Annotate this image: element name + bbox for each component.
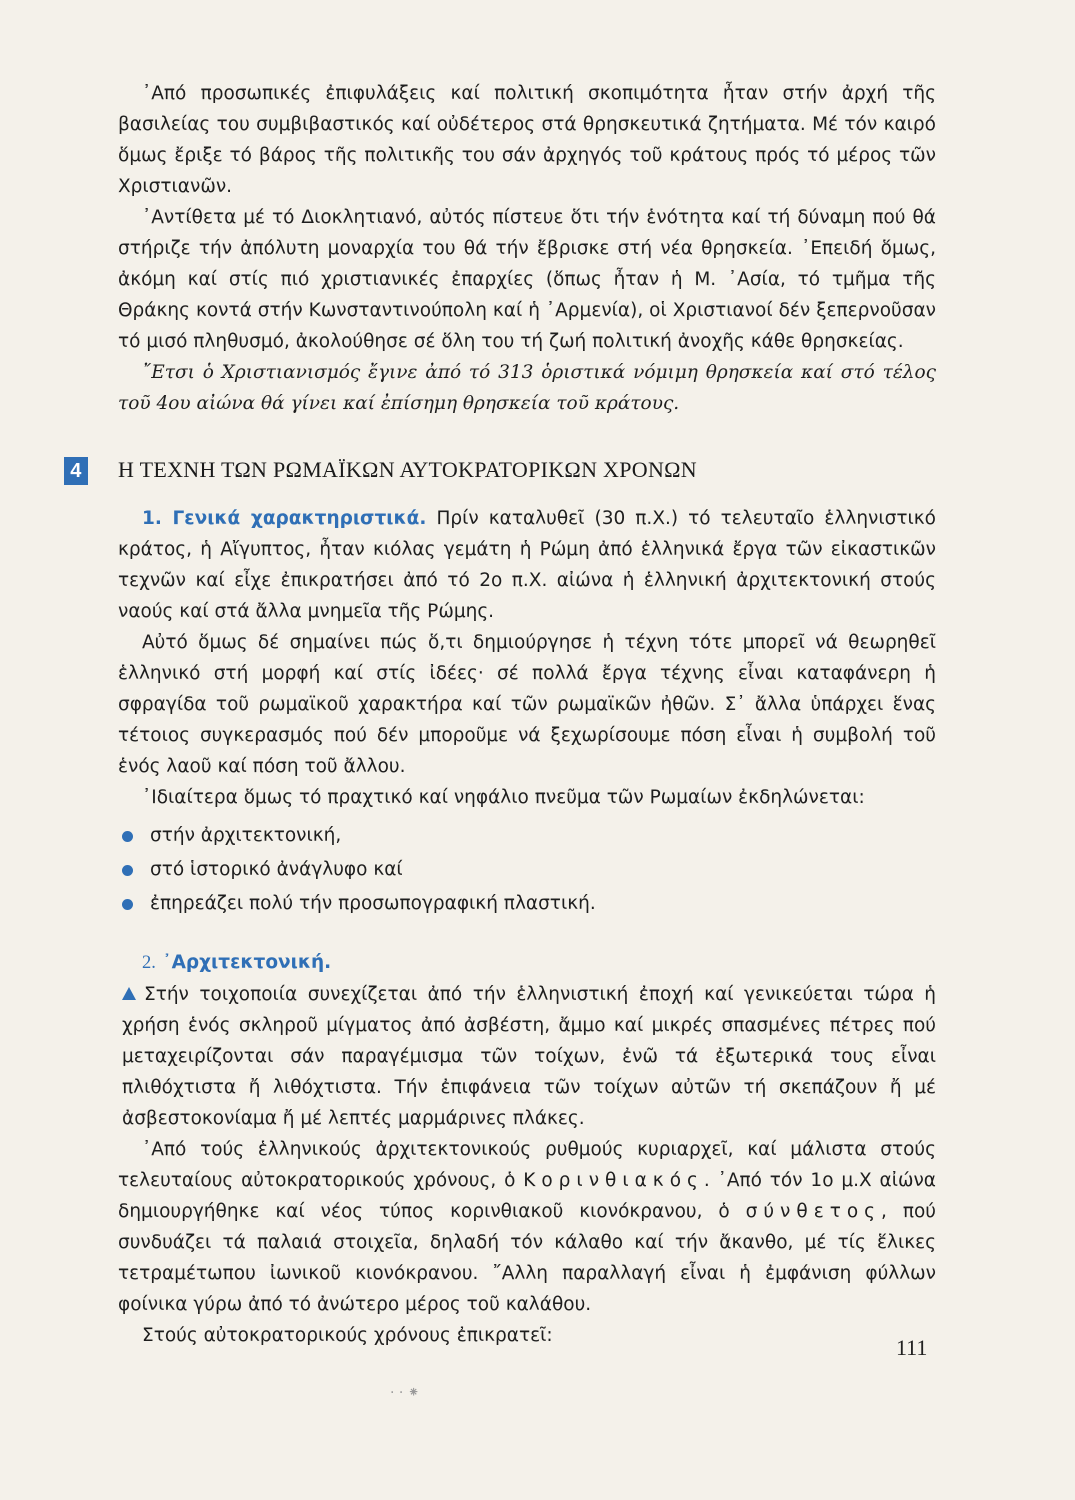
paragraph: ᾿Από προσωπικές ἐπιφυλάξεις καί πολιτική σκοπιμότητα ἦταν στήν ἀρχή τῆς βασιλείας του συμβιβαστικός καί οὐδέτερος στά θρησκευτικά ζητήματα. Μέ τόν καιρό ὅμως ἔριξε τό βάρος τῆς πολιτικῆς του σάν ἀρχηγός τοῦ κράτους πρός τό μέρος τῶν Χριστιανῶν. [118,83,936,197]
paragraph-text: Πρίν καταλυθεῖ (30 π.Χ.) τό τελευταῖο ἑλληνιστικό κράτος, ἡ Αἴγυπτος, ἦταν κιόλας γεμάτη ἡ Ρώμη ἀπό ἑλληνικά ἔργα τῶν εἰκαστικῶν τεχνῶν καί εἶχε ἐπικρατήσει ἀπό τό 2ο π.Χ. αἰώνα ἡ ἑλληνική ἀρχιτεκτονική στούς ναούς καί στά ἄλλα μνημεῖα τῆς Ρώμης. [118,508,936,622]
list-item: ἐπηρεάζει πολύ τήν προσωπογραφική πλαστική. [118,887,936,921]
section-number-badge: 4 [64,457,88,485]
emphasis-term: Κορινθιακός [523,1170,704,1191]
subsection-heading: 1. Γενικά χαρακτηριστικά. [142,508,427,529]
subsection-title: ᾿Αρχιτεκτονική. [155,952,332,973]
section-title: Η ΤΕΧΝΗ ΤΩΝ ΡΩΜΑΪΚΩΝ ΑΥΤΟΚΡΑΤΟΡΙΚΩΝ ΧΡΟΝΩΝ [118,457,697,482]
bullet-dot-icon [122,899,133,910]
paragraph [118,503,936,627]
subsection-heading [118,947,936,979]
page-content [70,78,937,1351]
emphasis-term: σύνθετος [745,1201,882,1222]
paper-specks: · · ⁕ [390,1385,420,1401]
subsection-number: 2. [142,953,156,973]
paragraph: Στούς αὐτοκρατορικούς χρόνους ἐπικρατεῖ: [142,1325,553,1346]
paragraph: Αὐτό ὅμως δέ σημαίνει πώς ὅ,τι δημιούργησε ἡ τέχνη τότε μπορεῖ νά θεωρηθεῖ ἑλληνικό στή μορφή καί στίς ἰδέες· σέ πολλά ἔργα τέχνης εἶναι καταφάνερη ἡ σφραγίδα τοῦ ρωμαϊκοῦ χαρακτήρα καί τῶν ρωμαϊκῶν ἠθῶν. Σ᾿ ἄλλα ὑπάρχει ἕνας τέτοιος συγκερασμός πού δέν μποροῦμε νά ξεχωρίσουμε πόση εἶναι ἡ συμβολή τοῦ ἑνός λαοῦ καί πόση τοῦ ἄλλου. [118,632,936,777]
page-number: 111 [896,1335,928,1360]
italic-paragraph: ῎Ετσι ὁ Χριστιανισμός ἔγινε ἀπό τό 313 ὁριστικά νόμιμη θρησκεία καί στό τέλος τοῦ 4ου αἰώνα θά γίνει καί ἐπίσημη θρησκεία τοῦ κράτους. [118,362,936,414]
list-item: στήν ἀρχιτεκτονική, [118,819,936,853]
bullet-dot-icon [122,831,133,842]
list-item: στό ἱστορικό ἀνάγλυφο καί [118,853,936,887]
bullet-list [118,819,936,921]
paragraph: ᾿Αντίθετα μέ τό Διοκλητιανό, αὐτός πίστευε ὅτι τήν ἑνότητα καί τή δύναμη πού θά στήριζε τήν ἀπόλυτη μοναρχία του θά τήν ἔβρισκε στή νέα θρησκεία. ᾿Επειδή ὅμως, ἀκόμη καί στίς πιό χριστιανικές ἐπαρχίες (ὅπως ἦταν ἡ Μ. ᾿Ασία, τό τμῆμα τῆς Θράκης κοντά στήν Κωνσταντινούπολη καί ἡ ᾿Αρμενία), οἱ Χριστιανοί δέν ξεπερνοῦσαν τό μισό πληθυσμό, ἀκολούθησε σέ ὅλη του τή ζωή πολιτική ἀνοχῆς κάθε θρησκείας. [118,207,936,352]
paragraph: Στήν τοιχοποιία συνεχίζεται ἀπό τήν ἑλληνιστική ἐποχή καί γενικεύεται τώρα ἡ χρήση ἑνός σκληροῦ μίγματος ἀπό ἀσβέστη, ἄμμο καί μικρές σπασμένες πέτρες πού μεταχειρίζονται σάν παραγέμισμα τῶν τοίχων, ἐνῶ τά ἐξωτερικά τους εἶναι πλιθόχτιστα ἤ λιθόχτιστα. Τήν ἐπιφάνεια τῶν τοίχων αὐτῶν τή σκεπάζουν ἤ μέ ἀσβεστοκονίαμα ἤ μέ λεπτές μαρμάρινες πλάκες. [122,984,936,1129]
paragraph: ᾿Ιδιαίτερα ὅμως τό πραχτικό καί νηφάλιο πνεῦμα τῶν Ρωμαίων ἐκδηλώνεται: [142,787,865,808]
triangle-marker-icon [122,987,136,1000]
section-heading [70,455,936,485]
bullet-dot-icon [122,865,133,876]
paragraph: ᾿Από τούς ἑλληνικούς ἀρχιτεκτονικούς ρυθμούς κυριαρχεῖ, καί μάλιστα στούς τελευταίους αὐτοκρατορικούς χρόνους, ὁ Κορινθιακός. ᾿Από τόν 1ο μ.Χ αἰώνα δημιουργήθηκε καί νέος τύπος κορινθιακοῦ κιονόκρανου, ὁ σύνθετος, πού συνδυάζει τά παλαιά στοιχεῖα, δηλαδή τόν κάλαθο καί τήν ἄκανθο, μέ τίς ἕλικες τετραμέτωπου ἰωνικοῦ κιονόκρανου. ῎Αλλη παραλλαγή εἶναι ἡ ἐμφάνιση φύλλων φοίνικα γύρω ἀπό τό ἀνώτερο μέρος τοῦ καλάθου. [118,1139,937,1315]
